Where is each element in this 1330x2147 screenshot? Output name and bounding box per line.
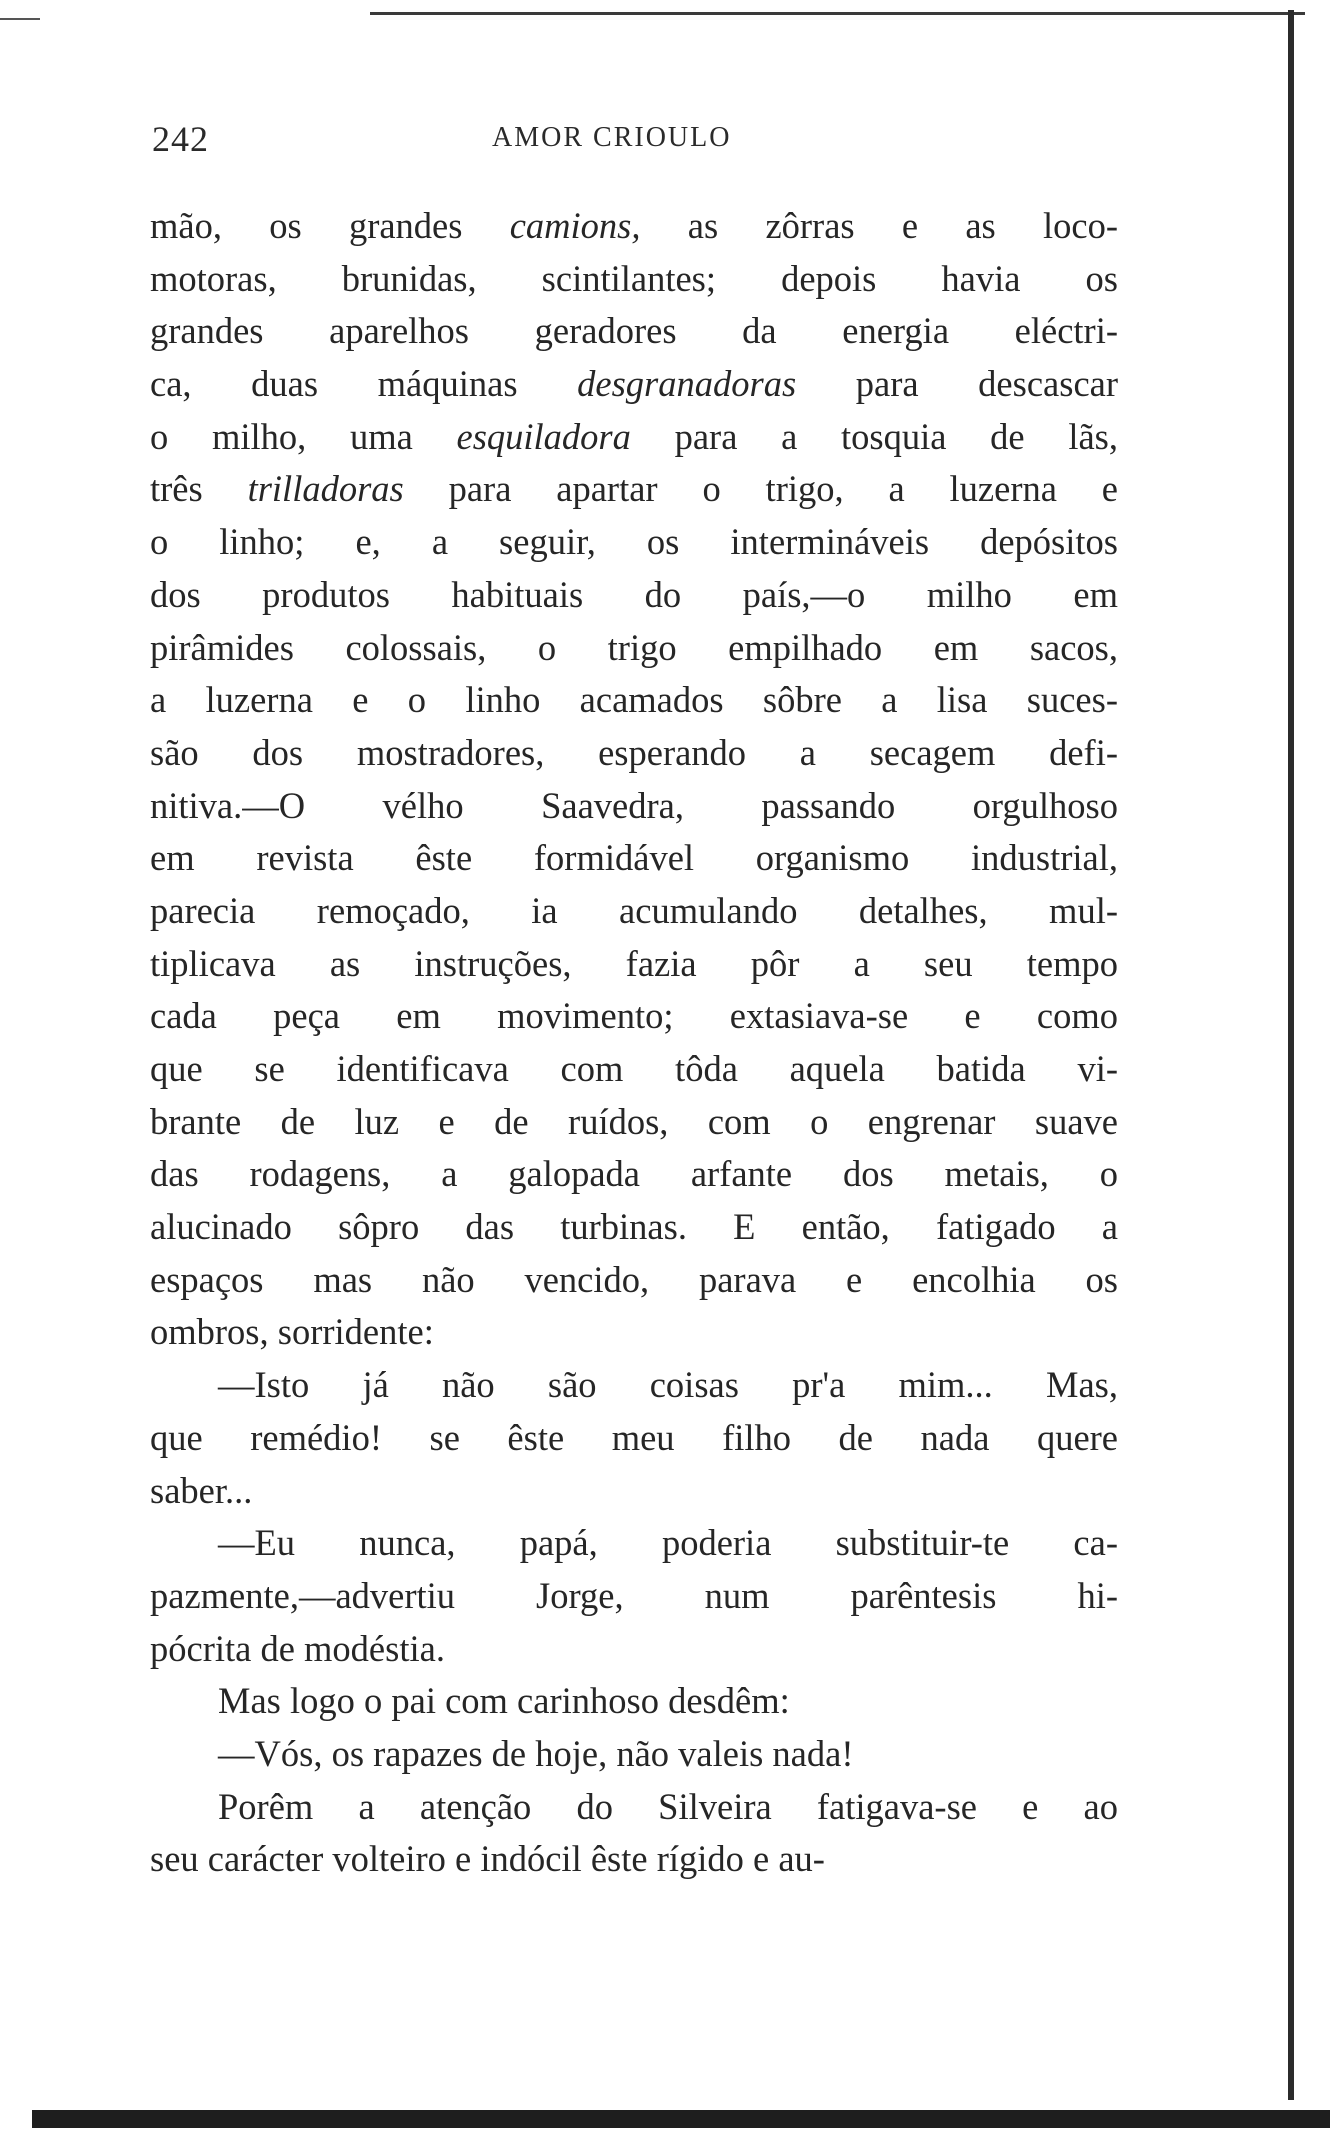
text-run: para a tosquia de lãs, <box>630 415 1118 457</box>
text-line <box>150 1728 1118 1781</box>
text-run: —Eu nunca, papá, poderia substituir-te ca- <box>218 1522 1118 1564</box>
text-run: tiplicava as instruções, fazia pôr a seu tempo <box>150 942 1118 984</box>
text-run: cada peça em movimento; extasiava-se e como <box>150 995 1118 1037</box>
text-line <box>150 1148 1118 1201</box>
text-run: a luzerna e o linho acamados sôbre a lisa suces- <box>150 679 1118 721</box>
text-run: as zôrras e as loco- <box>640 205 1118 246</box>
text-run: alucinado sôpro das turbinas. E então, fatigado a <box>150 1206 1118 1248</box>
text-line <box>150 1306 1118 1359</box>
text-line <box>150 1570 1118 1623</box>
text-run: ombros, sorridente: <box>150 1311 434 1353</box>
text-run: brante de luz e de ruídos, com o engrenar suave <box>150 1100 1118 1142</box>
text-line <box>150 1517 1118 1570</box>
text-line <box>150 1833 1118 1886</box>
text-run: Mas logo o pai com carinhoso desdêm: <box>218 1680 790 1722</box>
scan-edge-line-bottom <box>32 2110 1330 2128</box>
text-run: seu carácter volteiro e indócil êste rígido e au- <box>150 1838 825 1880</box>
text-run: parecia remoçado, ia acumulando detalhes, mul- <box>150 889 1118 931</box>
text-run: pócrita de modéstia. <box>150 1627 445 1669</box>
text-run: são dos mostradores, esperando a secagem defi- <box>150 731 1118 773</box>
running-head: AMOR CRIOULO <box>492 122 732 153</box>
text-line <box>150 727 1118 780</box>
text-line <box>150 1201 1118 1254</box>
text-run: pirâmides colossais, o trigo empilhado em sacos, <box>150 626 1118 668</box>
text-run: em revista êste formidável organismo industrial, <box>150 837 1118 879</box>
text-run: —Isto já não são coisas pr'a mim... Mas, <box>218 1364 1118 1406</box>
text-line <box>150 622 1118 675</box>
text-line <box>150 938 1118 991</box>
text-run: que se identificava com tôda aquela batida vi- <box>150 1048 1118 1089</box>
text-line <box>150 1465 1118 1518</box>
text-run: para apartar o trigo, a luzerna e <box>403 468 1118 510</box>
text-line <box>150 463 1118 516</box>
text-line <box>150 780 1118 833</box>
text-run: o milho, uma <box>150 415 457 457</box>
text-run: ca, duas máquinas <box>150 363 578 405</box>
text-run: espaços mas não vencido, parava e encolhia os <box>150 1258 1118 1300</box>
text-run: dos produtos habituais do país,—o milho em <box>150 573 1118 615</box>
text-run: o linho; e, a seguir, os intermináveis depósitos <box>150 521 1118 563</box>
scan-edge-line-top-left <box>0 18 40 20</box>
text-run: motoras, brunidas, scintilantes; depois havia os <box>150 257 1118 299</box>
text-run: grandes aparelhos geradores da energia eléctri- <box>150 310 1118 352</box>
italic-term: esquiladora <box>456 415 631 457</box>
text-line <box>150 1412 1118 1465</box>
text-line <box>150 832 1118 885</box>
text-line <box>150 305 1118 358</box>
text-line <box>150 1043 1118 1096</box>
text-line <box>150 411 1118 464</box>
text-line <box>150 1623 1118 1676</box>
text-run: Porêm a atenção do Silveira fatigava-se e ao <box>218 1785 1118 1827</box>
text-run: para descascar <box>796 363 1118 405</box>
text-run: pazmente,—advertiu Jorge, num parêntesis hi- <box>150 1574 1118 1616</box>
italic-term: desgranadoras <box>577 363 797 405</box>
text-run: —Vós, os rapazes de hoje, não valeis nada! <box>218 1732 854 1774</box>
text-run: três <box>150 468 248 510</box>
text-line <box>150 253 1118 306</box>
text-run: que remédio! se êste meu filho de nada quere <box>150 1416 1118 1458</box>
text-line <box>150 516 1118 569</box>
text-run: saber... <box>150 1469 253 1511</box>
text-run: das rodagens, a galopada arfante dos metais, o <box>150 1153 1118 1195</box>
text-line <box>150 569 1118 622</box>
text-run: mão, os grandes <box>150 205 510 246</box>
text-line <box>150 990 1118 1043</box>
text-line <box>150 1254 1118 1307</box>
text-line <box>150 1096 1118 1149</box>
text-line <box>150 1359 1118 1412</box>
scan-edge-line-top <box>370 12 1305 15</box>
italic-term: camions, <box>509 205 641 246</box>
page-number: 242 <box>152 119 209 159</box>
text-line <box>150 358 1118 411</box>
italic-term: trilladoras <box>247 468 404 510</box>
text-line <box>150 674 1118 727</box>
text-line <box>150 200 1118 253</box>
body-text <box>150 200 1118 1886</box>
scan-edge-line-right <box>1288 10 1294 2100</box>
text-line <box>150 885 1118 938</box>
text-run: nitiva.—O vélho Saavedra, passando orgulhoso <box>150 784 1118 826</box>
text-line <box>150 1675 1118 1728</box>
page-header <box>152 118 1152 168</box>
text-line <box>150 1781 1118 1834</box>
